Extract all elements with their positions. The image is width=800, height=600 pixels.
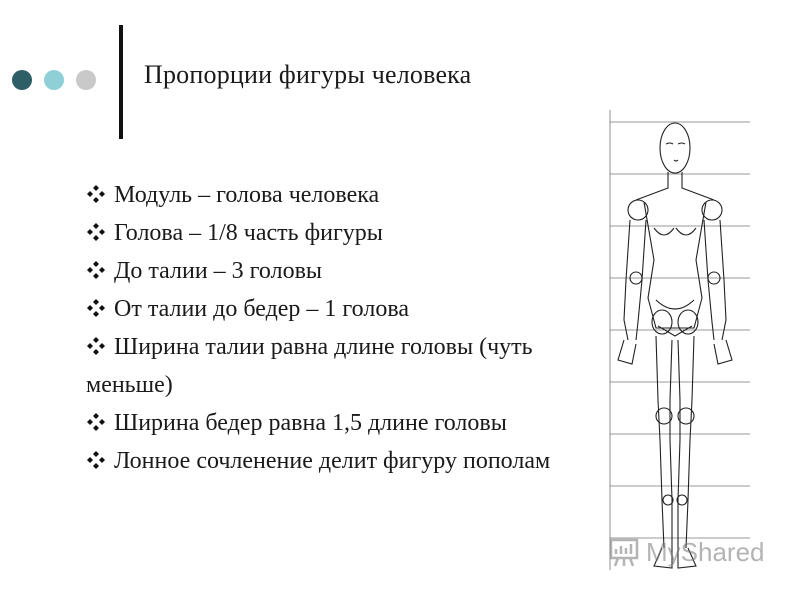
bullet-text: Ширина талии равна длине головы (чуть меньше) (86, 334, 533, 398)
diamond-bullet-icon (86, 406, 106, 426)
diamond-bullet-icon (86, 178, 106, 198)
slide-title: Пропорции фигуры человека (144, 60, 472, 89)
bullet-item (86, 328, 586, 404)
dot-dark (12, 70, 32, 90)
bullet-item (86, 442, 586, 480)
diamond-bullet-icon (86, 444, 106, 464)
bullet-text: Лонное сочленение делит фигуру пополам (114, 448, 551, 474)
presentation-board-icon (608, 536, 640, 568)
diamond-bullet-icon (86, 216, 106, 236)
watermark (608, 536, 765, 568)
dot-gray (76, 70, 96, 90)
decorative-dots (12, 70, 96, 90)
bullet-text: От талии до бедер – 1 голова (114, 296, 410, 322)
bullet-item (86, 214, 586, 252)
diamond-bullet-icon (86, 254, 106, 274)
proportion-grid (610, 110, 750, 570)
bullet-text: Голова – 1/8 часть фигуры (114, 220, 383, 246)
diamond-bullet-icon (86, 292, 106, 312)
bullet-item (86, 176, 586, 214)
dot-light-teal (44, 70, 64, 90)
human-figure-proportions-drawing (600, 100, 770, 580)
bullet-text: Ширина бедер равна 1,5 длине головы (114, 410, 507, 436)
watermark-text: MyShared (646, 536, 765, 567)
bullet-list (86, 176, 586, 480)
bullet-text: До талии – 3 головы (114, 258, 323, 284)
bullet-item (86, 252, 586, 290)
bullet-text: Модуль – голова человека (114, 182, 380, 208)
bullet-item (86, 290, 586, 328)
title-divider (119, 25, 123, 139)
diamond-bullet-icon (86, 330, 106, 350)
bullet-item (86, 404, 586, 442)
